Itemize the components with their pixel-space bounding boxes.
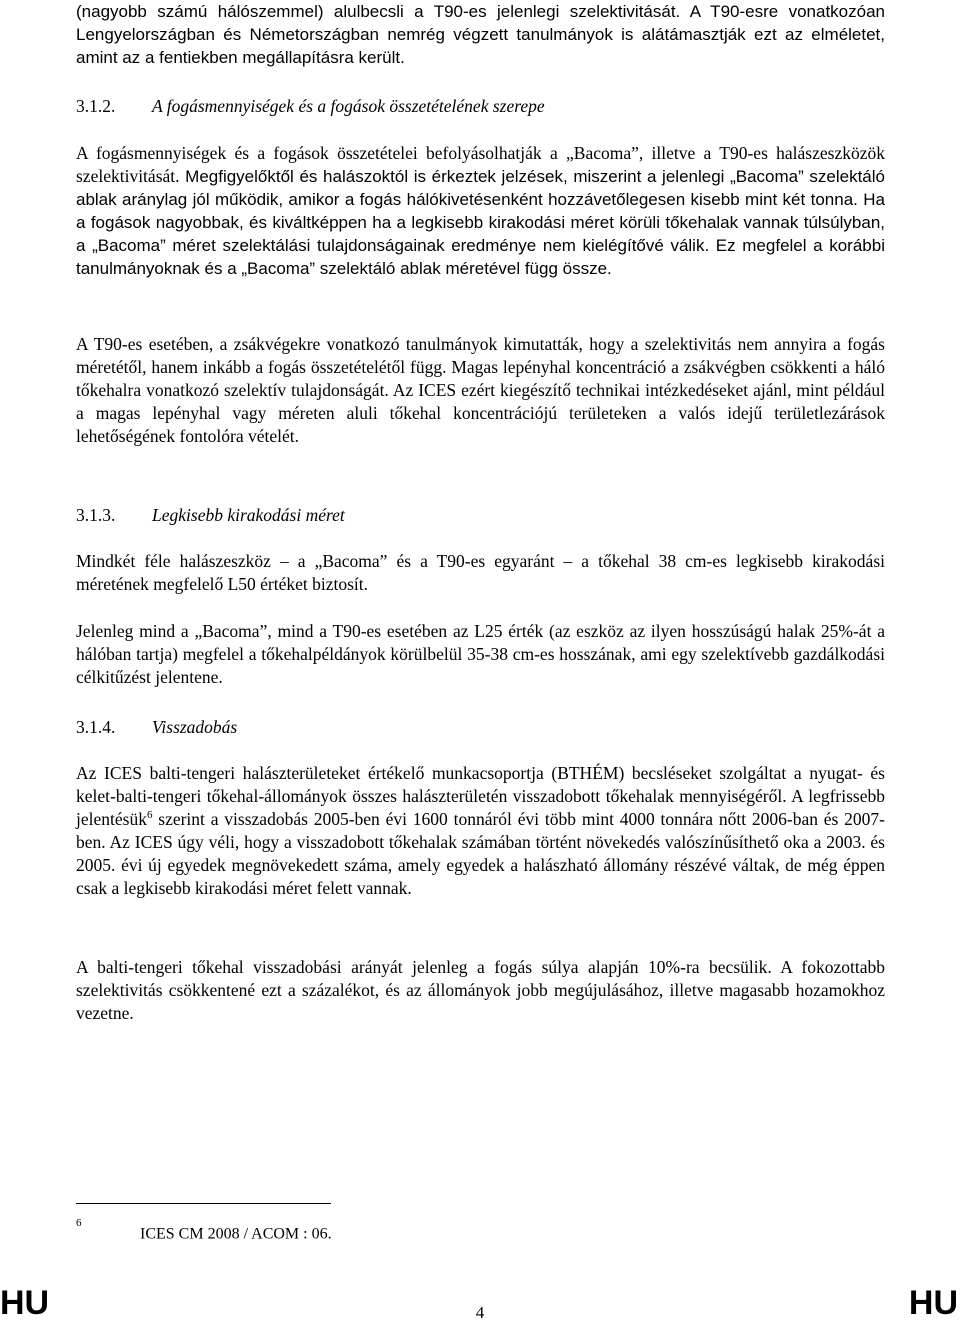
section-number: 3.1.2. [76, 96, 116, 116]
paragraph-text: Az ICES balti-tengeri halászterületeket értékelő munkacsoportja (BTHÉM) becsléseket szolgáltat a nyugat- és kelet-balti-tengeri tőkehal-állományok összes halászterületén visszadobott tőkehalak mennyiségéről. A legfrissebb jelentésük [76, 763, 885, 829]
footnote-divider [76, 1203, 331, 1204]
paragraph-sentence: A fogásmennyiségek és a fogások összetételei befolyásolhatják a „Bacoma”, illetve a T90-es halászeszközök szelektivitását. [76, 143, 885, 186]
section-title: A fogásmennyiségek és a fogások összetételének szerepe [152, 96, 545, 116]
section-title: Legkisebb kirakodási méret [152, 505, 345, 525]
language-code-right: HU [908, 1284, 958, 1322]
section-number: 3.1.4. [76, 717, 116, 737]
paragraph-continuation: Megfigyelőktől és halászoktól is érkeztek jelzések, miszerint a jelenlegi „Bacoma” szelektáló ablak aránylag jól működik, amikor a fogás hálókivetésenként hozzávetőlegesen kisebb mint két tonna. Ha a fogások nagyobbak, és kiváltképpen ha a legkisebb kirakodási méret körüli tőkehalak vannak túlsúlyban, a „Bacoma” méret szelektálási tulajdonságainak eredménye nem kielégítővé válik. Ez megfelel a korábbi tanulmányoknak és a „Bacoma” szelektáló ablak méretével függ össze. [76, 167, 885, 278]
paragraph: Jelenleg mind a „Bacoma”, mind a T90-es esetében az L25 érték (az eszköz az ilyen hosszúságú halak 25%-át a hálóban tartja) megfelel a tőkehalpéldányok körülbelül 35-38 cm-es hosszának, ami egy szelektívebb gazdálkodási célkitűzést jelentene. [76, 621, 885, 687]
footnote-reference[interactable]: 6 [146, 809, 153, 822]
paragraph: A T90-es esetében, a zsákvégekre vonatkozó tanulmányok kimutatták, hogy a szelektivitás nem annyira a fogás méretétől, hanem inkább a fogás összetételétől függ. Magas lepényhal koncentráció a zsákvégben csökkenti a háló tőkehalra vonatkozó szelektív tulajdonságát. Az ICES ezért kiegészítő technikai intézkedéseket ajánl, mint például a magas lepényhal vagy méreten aluli tőkehal koncentrációjú területeken a valós idejű területlezárások lehetőségének fontolóra vételét. [76, 334, 885, 446]
paragraph [76, 142, 885, 280]
footnote-marker: 6 [76, 1217, 82, 1229]
paragraph: A balti-tengeri tőkehal visszadobási arányát jelenleg a fogás súlya alapján 10%-ra becsülik. A fokozottabb szelektivitás csökkentené ezt a százalékot, és az állományok jobb megújulásához, illetve magasabb hozamokhoz vezetne. [76, 957, 885, 1023]
paragraph: Mindkét féle halászeszköz – a „Bacoma” és a T90-es egyaránt – a tőkehal 38 cm-es legkisebb kirakodási méretének megfelelő L50 értéket biztosít. [76, 551, 885, 594]
section-heading-3-1-4 [76, 716, 237, 739]
section-number: 3.1.3. [76, 505, 116, 525]
section-heading-3-1-3 [76, 504, 345, 527]
paragraph-text: szerint a visszadobás 2005-ben évi 1600 tonnáról évi több mint 4000 tonnára nőtt 2006-ban és 2007-ben. Az ICES úgy véli, hogy a visszadobott tőkehalak számában történt növekedés valószínűsíthető oka a 2003. és 2005. évi új egyedek megnövekedett száma, amely egyedek a halászható állomány részévé váltak, de még éppen csak a legkisebb kirakodási méret felett vannak. [76, 809, 885, 898]
footnote-text: ICES CM 2008 / ACOM : 06. [140, 1225, 332, 1243]
intro-paragraph: (nagyobb számú hálószemmel) alulbecsli a T90-es jelenlegi szelektivitását. A T90-esre vonatkozóan Lengyelországban és Németországban nemrég végzett tanulmányok is alátámasztják ezt az elméletet, amint az a fentiekben megállapításra került. [76, 2, 885, 67]
page-number: 4 [475, 1303, 485, 1322]
section-title: Visszadobás [152, 717, 238, 737]
footnote [76, 1217, 332, 1243]
section-heading-3-1-2 [76, 95, 545, 118]
paragraph [76, 762, 885, 900]
language-code-left: HU [0, 1284, 50, 1322]
